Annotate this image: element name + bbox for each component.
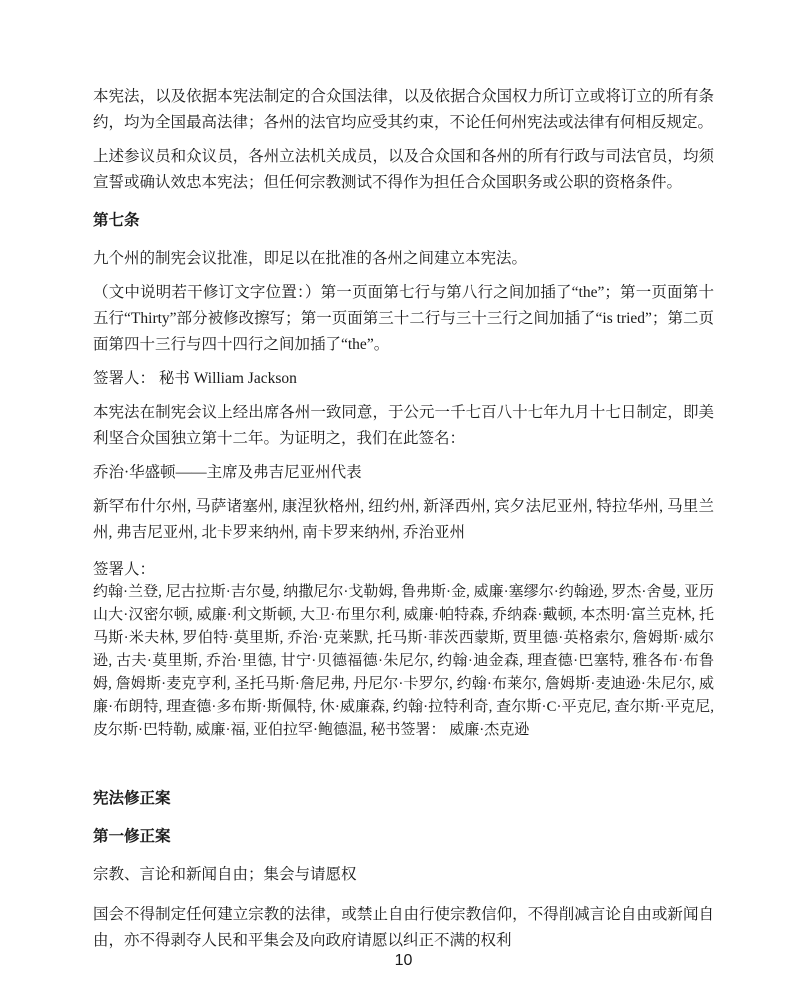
document-body (93, 84, 714, 962)
paragraph-george-washington: 乔治·华盛顿——主席及弗吉尼亚州代表 (93, 464, 362, 481)
heading-first-amendment: 第一修正案 (93, 828, 171, 845)
paragraph-oath-clause: 上述参议员和众议员，各州立法机关成员，以及合众国和各州的所有行政与司法官员，均须宣誓或确认效忠本宪法；但任何宗教测试不得作为担任合众国职务或公职的资格条件。 (93, 148, 714, 191)
paragraph-supremacy-clause: 本宪法，以及依据本宪法制定的合众国法律，以及依据合众国权力所订立或将订立的所有条约，均为全国最高法律；各州的法官均应受其约束，不论任何州宪法或法律有何相反规定。 (93, 88, 714, 131)
paragraph-first-amendment-text: 国会不得制定任何建立宗教的法律，或禁止自由行使宗教信仰，不得削减言论自由或新闻自由，亦不得剥夺人民和平集会及向政府请愿以纠正不满的权利 (93, 906, 714, 949)
heading-article-seven: 第七条 (93, 212, 140, 229)
heading-amendments: 宪法修正案 (93, 790, 171, 807)
paragraph-done-in-convention: 本宪法在制宪会议上经出席各州一致同意，于公元一千七百八十七年九月十七日制定，即美利坚合众国独立第十二年。为证明之，我们在此签名： (93, 404, 714, 447)
paragraph-state-list: 新罕布什尔州, 马萨诸塞州, 康涅狄格州, 纽约州, 新泽西州, 宾夕法尼亚州, 特拉华州, 马里兰州, 弗吉尼亚州, 北卡罗来纳州, 南卡罗来纳州, 乔治亚州 (93, 498, 714, 541)
paragraph-interlineation-notes: （文中说明若干修订文字位置：）第一页面第七行与第八行之间加插了“the”；第一页面第十五行“Thirty”部分被修改擦写；第一页面第三十二行与三十三行之间加插了“is tried”；第二页面第四十三行与四十四行之间加插了“the”。 (93, 284, 714, 353)
page-number: 10 (394, 952, 413, 969)
paragraph-ratification: 九个州的制宪会议批准，即足以在批准的各州之间建立本宪法。 (93, 250, 528, 267)
label-signers: 签署人： (93, 561, 156, 578)
paragraph-attest-secretary: 签署人： 秘书 William Jackson (93, 370, 297, 387)
paragraph-signer-names: 约翰·兰登, 尼古拉斯·吉尔曼, 纳撒尼尔·戈勒姆, 鲁弗斯·金, 威廉·塞缪尔·约翰逊, 罗杰·舍曼, 亚历山大·汉密尔顿, 威廉·利文斯顿, 大卫·布里尔利, 威廉·帕特森, 乔纳森·戴顿, 本杰明·富兰克林, 托马斯·米夫林, 罗伯特·莫里斯, 乔治·克莱默, 托马斯·菲茨西蒙斯, 贾里德·英格索尔, 詹姆斯·威尔逊, 古夫·莫里斯, 乔治·里德, 甘宁·贝德福德·朱尼尔, 约翰·迪金森, 理查德·巴塞特, 雅各布·布鲁姆, 詹姆斯·麦克亨利, 圣托马斯·詹尼弗, 丹尼尔·卡罗尔, 约翰·布莱尔, 詹姆斯·麦迪逊·朱尼尔, 威廉·布朗特, 理查德·多布斯·斯佩特, 休·威廉森, 约翰·拉特利奇, 查尔斯·C·平克尼, 查尔斯·平克尼, 皮尔斯·巴特勒, 威廉·福, 亚伯拉罕·鲍德温, 秘书签署： 威廉·杰克逊 (93, 584, 714, 738)
paragraph-first-amendment-subtitle: 宗教、言论和新闻自由；集会与请愿权 (93, 866, 357, 883)
